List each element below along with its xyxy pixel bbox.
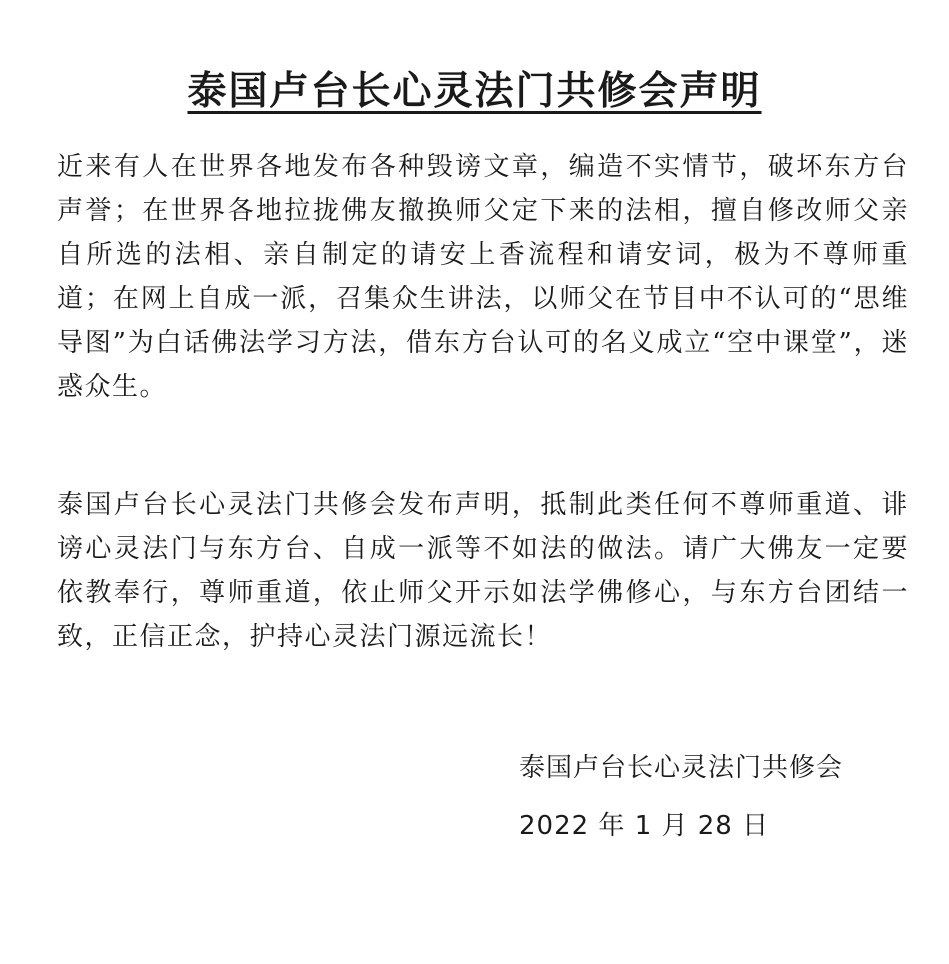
signature-date: 2022 年 1 月 28 日 [519, 811, 770, 841]
signature-organization: 泰国卢台长心灵法门共修会 [519, 753, 844, 783]
statement-paragraph-2: 泰国卢台长心灵法门共修会发布声明，抵制此类任何不尊师重道、诽谤心灵法门与东方台、自成一派等不如法的做法。请广大佛友一定要依教奉行，尊师重道，依止师父开示如法学佛修心，与东方台团结一致，正信正念，护持心灵法门源远流长！ [57, 490, 909, 652]
document-title-text: 泰国卢台长心灵法门共修会声明 [187, 69, 762, 114]
document-title [0, 66, 949, 118]
statement-paragraph-1: 近来有人在世界各地发布各种毁谤文章，编造不实情节，破坏东方台声誉；在世界各地拉拢佛友撤换师父定下来的法相，擅自修改师父亲自所选的法相、亲自制定的请安上香流程和请安词，极为不尊师重道；在网上自成一派，召集众生讲法，以师父在节目中不认可的“思维导图”为白话佛法学习方法，借东方台认可的名义成立“空中课堂”，迷惑众生。 [57, 152, 909, 402]
